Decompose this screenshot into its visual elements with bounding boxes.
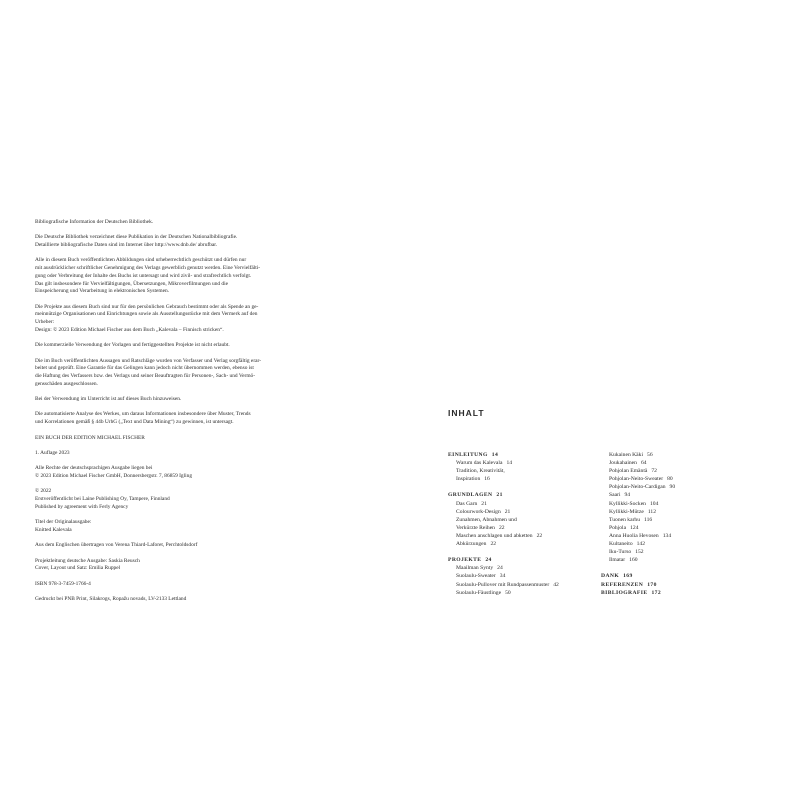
toc-entry[interactable] — [601, 500, 751, 508]
toc-page-number: 116 — [644, 516, 653, 523]
toc-entry-title: Pohjolan Emäntä — [609, 468, 648, 475]
imprint-line: Die im Buch veröffentlichten Aussagen und Ratschläge wurden von Verfasser und Verlag sorgfältig erar- — [35, 357, 261, 364]
imprint-line: Alle in diesem Buch veröffentlichten Abbildungen sind urheberrechtlich geschützt und dürfen nur — [35, 257, 247, 264]
imprint-line: Bei der Verwendung im Unterricht ist auf dieses Buch hinzuweisen. — [35, 396, 182, 403]
toc-page-number: 22 — [498, 524, 505, 531]
toc-entry[interactable] — [448, 572, 598, 580]
toc-entry[interactable] — [601, 548, 751, 556]
toc-section-heading[interactable] — [448, 556, 598, 564]
toc-entry[interactable] — [601, 451, 751, 459]
imprint-paragraph — [35, 257, 310, 296]
imprint-line: Projektleitung deutsche Ausgabe: Saskia Reusch — [35, 557, 140, 564]
toc-section-title: PROJEKTE — [448, 557, 482, 564]
imprint-paragraph — [35, 488, 310, 511]
imprint-paragraph — [35, 219, 310, 227]
toc-page-number: 142 — [636, 541, 646, 548]
toc-entry-title: Tuonen karhu — [609, 516, 641, 523]
imprint-line: Die automatisierte Analyse des Werkes, um daraus Informationen insbesondere über Muster, Trends — [35, 411, 251, 418]
toc-page-number: 124 — [630, 524, 639, 531]
toc-page-number: 170 — [647, 581, 657, 588]
toc-entry[interactable] — [601, 467, 751, 475]
imprint-paragraph — [35, 234, 310, 249]
imprint-line: Knitted Kalevala — [35, 526, 72, 533]
imprint-line: mit ausdrücklicher schriftlicher Genehmigung des Verlags gewerblich genutzt werden. Eine Vervielfälti- — [35, 265, 261, 272]
imprint-line: Erstveröffentlicht bei Laine Publishing Oy, Tampere, Finnland — [35, 496, 170, 503]
toc-entry[interactable] — [448, 532, 598, 540]
imprint-line: und Korrelationen gemäß § 44b UrhG („Text und Data Mining“) zu gewinnen, ist untersagt. — [35, 419, 234, 426]
toc-entry[interactable] — [601, 491, 751, 499]
toc-entry[interactable] — [601, 508, 751, 516]
toc-page-number: 21 — [481, 500, 487, 507]
toc-section-title: GRUNDLAGEN — [448, 492, 493, 499]
toc-section-title: EINLEITUNG — [448, 452, 488, 458]
imprint-line: Die Projekte aus diesem Buch sind nur für den persönlichen Gebrauch bestimmt oder als Spende an ge- — [35, 303, 259, 310]
toc-section — [448, 556, 598, 596]
imprint-paragraph — [35, 411, 310, 426]
toc-entry-title: Warum das Kalevala — [456, 460, 503, 467]
toc-entry[interactable] — [448, 524, 598, 532]
toc-page-number: 112 — [647, 508, 656, 515]
toc-section — [448, 491, 598, 548]
toc-page-number: 64 — [640, 460, 647, 467]
toc-entry[interactable] — [601, 540, 751, 548]
imprint-line: Cover, Layout und Satz: Emilia Ruppel — [35, 565, 121, 572]
imprint-line: Gedruckt bei PNB Print, Silakrogs, Ropažu novads, LV-2133 Lettland — [35, 596, 187, 603]
toc-entry-title: Joukahainen — [609, 460, 637, 467]
toc-entry[interactable] — [448, 500, 598, 508]
toc-entry-title: Kukainen Käki — [609, 452, 644, 458]
toc-entry-title: Kultaneito — [609, 541, 633, 548]
toc-page-number: 22 — [490, 541, 497, 548]
imprint-line: Die Deutsche Bibliothek verzeichnet diese Publikation in der Deutschen Nationalbibliografie. — [35, 234, 238, 241]
toc-section-title: DANK — [601, 573, 620, 580]
imprint-line: Die kommerzielle Verwendung der Vorlagen und fertiggestellten Projekte ist nicht erlaubt. — [35, 342, 230, 349]
imprint-line: Detaillierte bibliografische Daten sind im Internet über http://www.dnb.de/ abrufbar. — [35, 242, 218, 249]
imprint-line: meinnützige Organisationen und Einrichtungen sowie als Ausstellungsstücke mit dem Vermerk auf den — [35, 311, 258, 318]
toc-page-number: 134 — [662, 532, 672, 539]
toc-entry[interactable] — [448, 516, 598, 524]
imprint-paragraph — [35, 596, 310, 604]
imprint-line: EIN BUCH DER EDITION MICHAEL FISCHER — [35, 434, 145, 441]
toc-entry-title: Iku-Turso — [609, 549, 632, 556]
imprint-line: Bibliografische Information der Deutschen Bibliothek. — [35, 219, 154, 225]
toc-section-heading[interactable] — [601, 572, 751, 580]
toc-entry-title: Anna Huolia Hevosen — [609, 532, 659, 539]
imprint-line: die Haftung des Verfassers bzw. des Verlags und seiner Beauftragten für Personen-, Sach- und Vermö- — [35, 372, 256, 379]
toc-column-right — [601, 451, 751, 597]
toc-entry[interactable] — [601, 556, 751, 564]
imprint-line: Titel der Originalausgabe: — [35, 519, 92, 526]
toc-section-heading[interactable] — [448, 451, 598, 459]
toc-page-number: 50 — [505, 589, 511, 596]
toc-entry[interactable] — [601, 516, 751, 524]
toc-entry-title: Colourwork-Design — [456, 508, 501, 515]
imprint-paragraph — [35, 342, 310, 350]
imprint-line: Alle Rechte der deutschsprachigen Ausgabe liegen bei — [35, 465, 153, 472]
imprint-paragraph — [35, 558, 310, 573]
imprint-line: gensschäden ausgeschlossen. — [35, 380, 98, 387]
imprint-line: Design: © 2023 Edition Michael Fischer aus dem Buch „Kalevala – Finnisch stricken“. — [35, 326, 224, 333]
imprint-paragraph — [35, 542, 310, 550]
toc-entry-title: Abkürzungen — [456, 541, 487, 548]
toc-entry[interactable] — [601, 483, 751, 491]
toc-entry[interactable] — [601, 475, 751, 483]
toc-entry[interactable] — [448, 581, 598, 589]
toc-entry-title: Zunahmen, Abnahmen und — [456, 516, 517, 523]
toc-entry[interactable] — [448, 467, 598, 475]
toc-page-number: 14 — [491, 452, 499, 458]
toc-page-number: 94 — [624, 492, 631, 499]
toc-page-number: 34 — [499, 573, 506, 580]
toc-entry-title: Suolaulu-Fäustlinge — [456, 589, 502, 596]
toc-entry[interactable] — [448, 564, 598, 572]
toc-entry-title: Maschen anschlagen und abketten — [456, 532, 533, 539]
imprint-line: gung oder Verbreitung der Inhalte des Buchs ist untersagt und wird zivil- und strafrechtlich verfolgt. — [35, 272, 252, 279]
imprint-paragraph — [35, 304, 310, 335]
toc-entry[interactable] — [448, 459, 598, 467]
toc-page-number: 169 — [623, 573, 633, 580]
toc-page-number: 160 — [629, 557, 638, 564]
imprint-paragraph — [35, 450, 310, 458]
toc-page-number: 80 — [667, 476, 673, 483]
toc-entry-title: Kyllikki-Mütze — [609, 508, 644, 515]
toc-page-number: 21 — [504, 508, 511, 515]
imprint-paragraph — [35, 358, 310, 389]
toc-section-heading[interactable] — [601, 589, 751, 597]
toc-entry-title: Suolaulu-Pullover mit Rundpassenmuster — [456, 581, 550, 588]
imprint-line: Einspeicherung und Verarbeitung in elektronischen Systemen. — [35, 288, 170, 295]
toc-page-number: 22 — [536, 532, 543, 539]
toc-entry-title: Kyllikki-Socken — [609, 500, 646, 507]
imprint-text — [35, 219, 310, 612]
toc-entry[interactable] — [448, 540, 598, 548]
imprint-line: Urheber: — [35, 319, 55, 326]
toc-entry-title: Inspiration — [456, 476, 481, 483]
toc-entry-title: Saari — [609, 492, 621, 499]
toc-page-number: 16 — [484, 476, 490, 483]
toc-column-left — [448, 451, 598, 605]
toc-entry[interactable] — [448, 589, 598, 597]
imprint-line: Published by agreement with Ferly Agency — [35, 503, 129, 510]
toc-entry[interactable] — [448, 475, 598, 483]
toc-page-number: 104 — [649, 500, 659, 507]
imprint-paragraph — [35, 581, 310, 589]
imprint-paragraph — [35, 519, 310, 534]
toc-entry-title: Verkürzte Reihen — [456, 524, 495, 531]
toc-project-list — [601, 451, 751, 564]
toc-entry[interactable] — [601, 524, 751, 532]
toc-page-number: 72 — [651, 468, 657, 475]
imprint-paragraph — [35, 396, 310, 404]
toc-entry-title: Pohjolan-Neito-Cardigan — [609, 484, 666, 491]
toc-section-title: REFERENZEN — [601, 581, 644, 588]
toc-title: INHALT — [448, 408, 485, 418]
imprint-line: beitet und geprüft. Eine Garantie für das Gelingen kann jedoch nicht übernommen werden, ebenso ist — [35, 365, 254, 372]
toc-entry-title: Das Garn — [456, 500, 478, 507]
toc-entry[interactable] — [601, 459, 751, 467]
imprint-paragraph — [35, 465, 310, 480]
imprint-line: Das gilt insbesondere für Vervielfältigungen, Übersetzungen, Mikroverfilmungen und die — [35, 280, 229, 287]
imprint-paragraph — [35, 435, 310, 443]
toc-page-number: 14 — [506, 460, 513, 467]
toc-page-number: 24 — [497, 565, 503, 572]
toc-page-number: 152 — [635, 549, 644, 556]
toc-entry-title: Maailman Synty — [456, 565, 494, 572]
toc-entry-title: Pohjola — [609, 524, 627, 531]
toc-section-title: BIBLIOGRAFIE — [601, 589, 648, 596]
toc-page-number: 24 — [485, 557, 492, 564]
toc-entry-title: Pohjolan-Neito-Sweater — [609, 476, 664, 483]
toc-entry[interactable] — [601, 532, 751, 540]
imprint-line: 1. Auflage 2023 — [35, 449, 70, 456]
toc-entry-title: Suolaulu-Sweater — [456, 573, 496, 580]
imprint-line: ISBN 978-3-7459-1766-4 — [35, 580, 91, 587]
toc-entry[interactable] — [448, 508, 598, 516]
toc-page-number: 56 — [647, 452, 653, 458]
imprint-line: © 2023 Edition Michael Fischer GmbH, Donnersbergstr. 7, 86859 Igling — [35, 473, 193, 480]
toc-section-heading[interactable] — [601, 581, 751, 589]
toc-page-number: 172 — [651, 589, 662, 596]
toc-page-number: 90 — [669, 484, 676, 491]
toc-page-number: 21 — [496, 492, 503, 499]
toc-section — [448, 451, 598, 483]
toc-page-number: 42 — [553, 581, 559, 588]
imprint-line: Aus dem Englischen übertragen von Verena Thiard-Laforet, Perchtoldsdorf — [35, 542, 198, 549]
toc-entry-title: Ilmatar — [609, 557, 626, 564]
toc-entry-title: Tradition, Kreativität, — [456, 468, 505, 475]
imprint-line: © 2022 — [35, 488, 52, 495]
toc-section-heading[interactable] — [448, 491, 598, 499]
